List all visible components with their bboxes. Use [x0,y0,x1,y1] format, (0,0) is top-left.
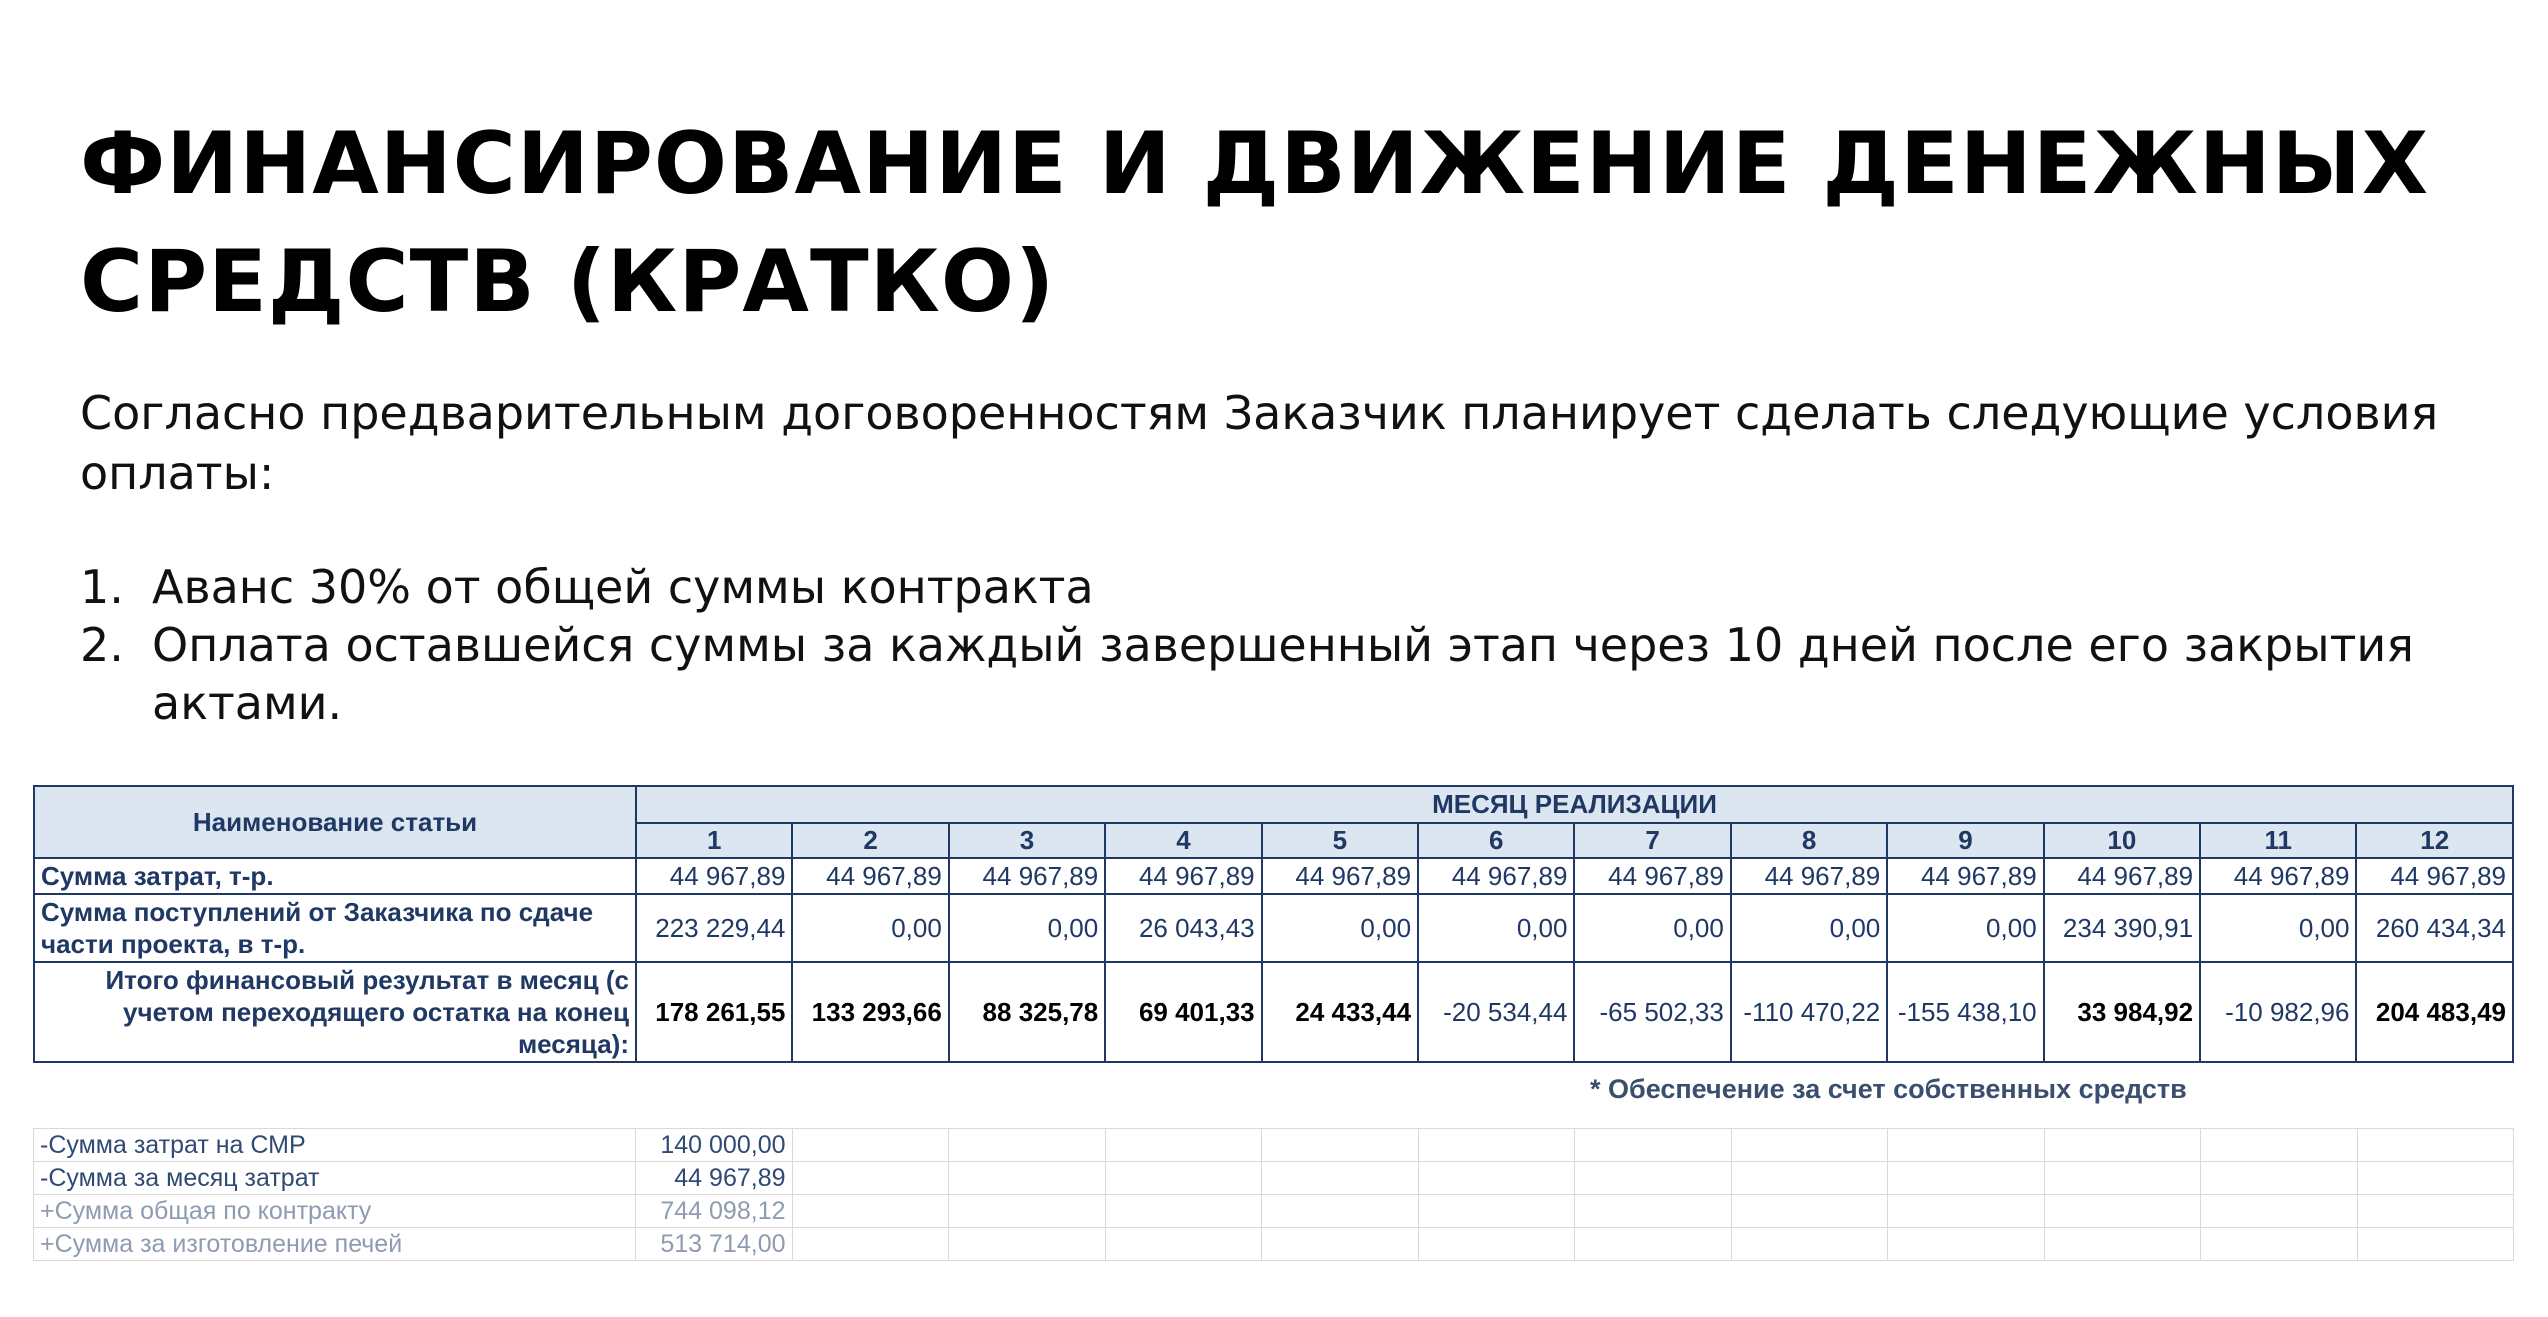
supplementary-table [33,1128,2514,1261]
empty-cell [1262,1162,1419,1195]
month-number-header: 2 [792,823,948,858]
month-number-header: 1 [636,823,792,858]
column-header-month-group: МЕСЯЦ РЕАЛИЗАЦИИ [636,786,2513,823]
slide-title-line-2: СРЕДСТВ (КРАТКО) [80,232,1056,332]
table-cell: 44 967,89 [636,858,792,894]
month-number-header: 7 [1574,823,1730,858]
empty-cell [1418,1129,1575,1162]
table-cell: 260 434,34 [2356,894,2513,962]
empty-cell [1888,1195,2045,1228]
empty-cell [2357,1195,2514,1228]
month-number-header: 6 [1418,823,1574,858]
empty-cell [792,1162,949,1195]
financing-note: * Обеспечение за счет собственных средств [1590,1074,2187,1104]
month-number-header: 9 [1887,823,2043,858]
empty-cell [792,1129,949,1162]
empty-cell [2201,1228,2358,1261]
empty-cell [1731,1195,1888,1228]
empty-cell [1888,1162,2045,1195]
table-cell: 0,00 [1731,894,1887,962]
table-cell: 44 967,89 [1105,858,1261,894]
supplementary-label: -Сумма за месяц затрат [34,1162,636,1195]
table-cell: 0,00 [1574,894,1730,962]
empty-cell [2044,1195,2201,1228]
intro-paragraph: Согласно предварительным договоренностям Заказчик планирует сделать следующие условия оплаты: [80,386,2439,500]
table-cell: 0,00 [1887,894,2043,962]
empty-cell [2044,1228,2201,1261]
empty-cell [792,1228,949,1261]
empty-cell [2201,1162,2358,1195]
table-cell: 234 390,91 [2044,894,2200,962]
empty-cell [2357,1228,2514,1261]
table-cell: -10 982,96 [2200,962,2356,1062]
empty-cell [1418,1195,1575,1228]
payment-term-item [80,616,2500,732]
month-number-header: 3 [949,823,1105,858]
month-number-header: 8 [1731,823,1887,858]
supplementary-label: +Сумма за изготовление печей [34,1228,636,1261]
slide-title-line-1: ФИНАНСИРОВАНИЕ И ДВИЖЕНИЕ ДЕНЕЖНЫХ [80,114,2430,214]
empty-cell [1262,1228,1419,1261]
table-cell: 204 483,49 [2356,962,2513,1062]
payment-term-number: 2. [80,618,124,672]
table-cell: 133 293,66 [792,962,948,1062]
table-cell: 26 043,43 [1105,894,1261,962]
month-number-header: 4 [1105,823,1261,858]
slide-title [80,105,2480,341]
payment-term-number: 1. [80,560,124,614]
table-cell: -110 470,22 [1731,962,1887,1062]
supplementary-value: 140 000,00 [636,1129,793,1162]
empty-cell [1731,1162,1888,1195]
payment-term-item [80,558,2500,616]
table-cell: 88 325,78 [949,962,1105,1062]
empty-cell [949,1228,1106,1261]
empty-cell [1575,1195,1732,1228]
supplementary-value: 513 714,00 [636,1228,793,1261]
supplementary-label: +Сумма общая по контракту [34,1195,636,1228]
table-cell: 44 967,89 [949,858,1105,894]
table-cell: 44 967,89 [2200,858,2356,894]
empty-cell [1105,1162,1262,1195]
supplementary-value: 744 098,12 [636,1195,793,1228]
supplementary-label: -Сумма затрат на СМР [34,1129,636,1162]
table-cell: 0,00 [1418,894,1574,962]
empty-cell [2201,1129,2358,1162]
table-cell: 0,00 [2200,894,2356,962]
empty-cell [2357,1129,2514,1162]
table-cell: -20 534,44 [1418,962,1574,1062]
row-label: Сумма затрат, т-р. [34,858,636,894]
table-row [34,858,2513,894]
table-cell: 178 261,55 [636,962,792,1062]
table-row [34,894,2513,962]
empty-cell [792,1195,949,1228]
table-cell: 44 967,89 [2356,858,2513,894]
empty-cell [2044,1162,2201,1195]
table-cell: -65 502,33 [1574,962,1730,1062]
empty-cell [1575,1129,1732,1162]
empty-cell [949,1195,1106,1228]
supplementary-row [34,1195,2514,1228]
month-number-header: 11 [2200,823,2356,858]
table-cell: 24 433,44 [1262,962,1418,1062]
table-row [34,962,2513,1062]
table-cell: 69 401,33 [1105,962,1261,1062]
empty-cell [1105,1195,1262,1228]
month-number-header: 12 [2356,823,2513,858]
payment-term-text: Оплата оставшейся суммы за каждый завершенный этап через 10 дней после его закрытия актами. [152,618,2414,730]
empty-cell [1575,1162,1732,1195]
row-label: Итого финансовый результат в месяц (с учетом переходящего остатка на конец месяца): [34,962,636,1062]
table-cell: 0,00 [949,894,1105,962]
table-cell: 44 967,89 [1887,858,2043,894]
table-cell: 33 984,92 [2044,962,2200,1062]
table-cell: 0,00 [792,894,948,962]
month-number-header: 5 [1262,823,1418,858]
empty-cell [949,1129,1106,1162]
table-cell: -155 438,10 [1887,962,2043,1062]
empty-cell [1731,1129,1888,1162]
table-cell: 0,00 [1262,894,1418,962]
empty-cell [1105,1129,1262,1162]
empty-cell [1262,1129,1419,1162]
empty-cell [1731,1228,1888,1261]
row-label: Сумма поступлений от Заказчика по сдаче части проекта, в т-р. [34,894,636,962]
table-cell: 44 967,89 [2044,858,2200,894]
empty-cell [1575,1228,1732,1261]
month-number-header: 10 [2044,823,2200,858]
empty-cell [1888,1129,2045,1162]
financing-table [33,785,2514,1063]
empty-cell [1262,1195,1419,1228]
empty-cell [1418,1162,1575,1195]
payment-term-text: Аванс 30% от общей суммы контракта [152,560,1094,614]
supplementary-row [34,1129,2514,1162]
empty-cell [2357,1162,2514,1195]
empty-cell [2044,1129,2201,1162]
supplementary-row [34,1228,2514,1261]
empty-cell [1888,1228,2045,1261]
table-cell: 44 967,89 [1418,858,1574,894]
empty-cell [949,1162,1106,1195]
supplementary-row [34,1162,2514,1195]
table-cell: 44 967,89 [1262,858,1418,894]
table-cell: 44 967,89 [1574,858,1730,894]
table-cell: 44 967,89 [1731,858,1887,894]
empty-cell [1418,1228,1575,1261]
payment-terms-list [80,558,2500,732]
table-cell: 44 967,89 [792,858,948,894]
table-cell: 223 229,44 [636,894,792,962]
supplementary-value: 44 967,89 [636,1162,793,1195]
empty-cell [1105,1228,1262,1261]
column-header-name: Наименование статьи [34,786,636,858]
empty-cell [2201,1195,2358,1228]
